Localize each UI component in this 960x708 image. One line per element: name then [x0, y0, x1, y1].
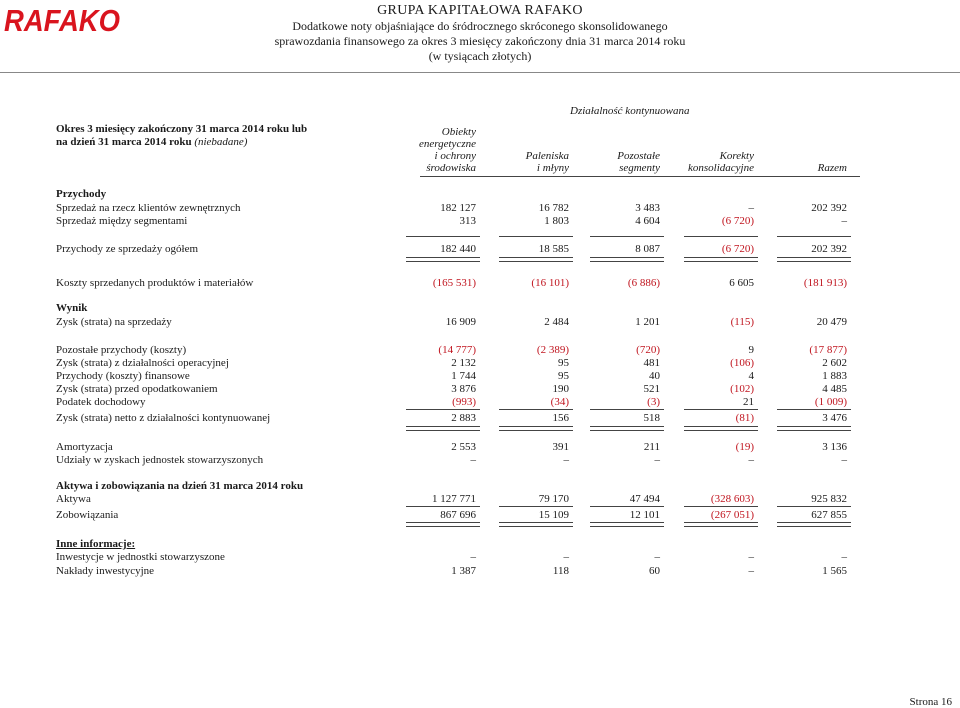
row-value: (1 009)	[814, 396, 847, 408]
column-header-line: Korekty	[719, 150, 754, 162]
row-value: –	[841, 454, 847, 466]
subtotal-rule	[406, 409, 480, 410]
row-value: –	[748, 565, 754, 577]
row-value: (14 777)	[438, 344, 476, 356]
row-label: Sprzedaż na rzecz klientów zewnętrznych	[56, 202, 241, 214]
row-label: Przychody	[56, 188, 107, 200]
header-rule	[420, 176, 860, 177]
row-value: 925 832	[811, 493, 847, 505]
row-value: 190	[552, 383, 569, 395]
row-value: 6 605	[729, 277, 754, 289]
row-value: –	[841, 551, 847, 563]
row-value: 1 387	[451, 565, 476, 577]
row-value: 12 101	[629, 509, 660, 521]
subtotal-rule	[499, 506, 573, 507]
header-divider	[0, 72, 960, 73]
row-value: 202 392	[811, 202, 847, 214]
row-value: –	[563, 454, 569, 466]
row-value: (6 720)	[721, 215, 754, 227]
subtotal-rule	[590, 506, 664, 507]
row-value: 313	[459, 215, 476, 227]
table-title-line-1: Okres 3 miesięcy zakończony 31 marca 2014 roku lub	[56, 123, 308, 135]
row-value: –	[470, 454, 476, 466]
row-value: (19)	[735, 441, 754, 453]
row-value: 182 127	[440, 202, 476, 214]
column-header-line: środowiska	[426, 162, 476, 174]
table-title-date: na dzień 31 marca 2014 roku	[56, 136, 192, 148]
row-value: (328 603)	[710, 493, 754, 505]
row-value: 18 585	[538, 243, 569, 255]
row-value: 3 476	[822, 412, 847, 424]
row-value: 1 565	[822, 565, 847, 577]
row-value: –	[841, 215, 847, 227]
row-value: –	[563, 551, 569, 563]
row-value: (3)	[647, 396, 660, 408]
subtotal-rule	[499, 409, 573, 410]
subtotal-rule	[590, 236, 664, 237]
row-value: 627 855	[811, 509, 847, 521]
row-value: (34)	[550, 396, 569, 408]
header-line-3: (w tysiącach złotych)	[428, 49, 532, 63]
row-label: Inne informacje:	[56, 538, 136, 550]
row-value: 2 484	[544, 316, 569, 328]
row-label: Sprzedaż między segmentami	[56, 215, 188, 227]
row-label: Zobowiązania	[56, 509, 119, 521]
row-label: Udziały w zyskach jednostek stowarzyszonych	[56, 454, 264, 466]
table-title-line-2	[56, 136, 247, 149]
row-label: Aktywa i zobowiązania na dzień 31 marca 2014 roku	[56, 480, 304, 492]
header-line-1: Dodatkowe noty objaśniające do śródrocznego skróconego skonsolidowanego	[292, 19, 668, 33]
row-value: 4 604	[635, 215, 660, 227]
subtotal-rule	[406, 506, 480, 507]
subtotal-rule	[684, 236, 758, 237]
row-label: Pozostałe przychody (koszty)	[56, 344, 187, 356]
row-value: (267 051)	[710, 509, 754, 521]
row-value: 3 876	[451, 383, 476, 395]
row-value: 47 494	[629, 493, 660, 505]
row-value: (993)	[452, 396, 476, 408]
row-value: 481	[643, 357, 660, 369]
row-value: (6 720)	[721, 243, 754, 255]
row-label: Amortyzacja	[56, 441, 113, 453]
column-header-line: i młyny	[536, 162, 569, 174]
subtotal-rule	[406, 236, 480, 237]
row-value: –	[470, 551, 476, 563]
rafako-logo	[2, 2, 124, 36]
row-value: 9	[748, 344, 754, 356]
row-value: 2 883	[451, 412, 476, 424]
row-label: Zysk (strata) z działalności operacyjnej	[56, 357, 229, 369]
subtotal-rule	[777, 506, 851, 507]
row-label: Podatek dochodowy	[56, 396, 146, 408]
row-value: 1 127 771	[432, 493, 476, 505]
column-header-line: Razem	[817, 162, 847, 174]
row-value: 15 109	[538, 509, 569, 521]
row-value: 3 136	[822, 441, 847, 453]
row-value: (6 886)	[627, 277, 660, 289]
row-value: –	[748, 454, 754, 466]
total-double-rule	[590, 257, 664, 262]
row-value: 521	[643, 383, 660, 395]
row-value: 156	[552, 412, 569, 424]
subtotal-rule	[777, 236, 851, 237]
column-header-line: segmenty	[619, 162, 660, 174]
total-double-rule	[684, 522, 758, 527]
row-value: 95	[558, 357, 569, 369]
row-value: 40	[649, 370, 660, 382]
row-value: 1 883	[822, 370, 847, 382]
logo-text: RAFAKO	[4, 3, 120, 36]
row-value: 518	[643, 412, 660, 424]
total-double-rule	[406, 522, 480, 527]
row-value: (16 101)	[531, 277, 569, 289]
page-number: Strona 16	[909, 696, 952, 708]
row-value: 21	[743, 396, 754, 408]
subtotal-rule	[684, 506, 758, 507]
header-line-2: sprawozdania finansowego za okres 3 miesięcy zakończony dnia 31 marca 2014 roku	[274, 34, 686, 48]
row-value: (106)	[730, 357, 754, 369]
report-header	[250, 2, 710, 64]
row-value: 211	[643, 441, 660, 453]
column-header-line: Obiekty	[441, 126, 476, 138]
row-value: 1 201	[635, 316, 660, 328]
row-value: (2 389)	[536, 344, 569, 356]
row-value: 182 440	[440, 243, 476, 255]
row-value: 2 602	[822, 357, 847, 369]
subtotal-rule	[777, 409, 851, 410]
row-label: Zysk (strata) netto z działalności kontynuowanej	[56, 412, 271, 424]
total-double-rule	[406, 426, 480, 431]
row-value: 1 744	[451, 370, 476, 382]
row-value: –	[654, 551, 660, 563]
row-value: (165 531)	[432, 277, 476, 289]
row-value: –	[654, 454, 660, 466]
row-value: (81)	[735, 412, 754, 424]
row-value: (102)	[730, 383, 754, 395]
row-label: Aktywa	[56, 493, 91, 505]
row-value: (720)	[636, 344, 660, 356]
row-value: –	[748, 551, 754, 563]
row-value: 118	[552, 565, 569, 577]
column-header-line: Pozostałe	[617, 150, 660, 162]
table-title-unaudited: (niebadane)	[194, 136, 248, 148]
column-header-line: i ochrony	[434, 150, 476, 162]
row-value: 4 485	[822, 383, 847, 395]
total-double-rule	[777, 522, 851, 527]
subtotal-rule	[590, 409, 664, 410]
row-value: 202 392	[811, 243, 847, 255]
row-value: 391	[552, 441, 569, 453]
group-header: Działalność kontynuowana	[570, 105, 690, 117]
row-label: Koszty sprzedanych produktów i materiałów	[56, 277, 254, 289]
total-double-rule	[499, 426, 573, 431]
column-header-line: konsolidacyjne	[688, 162, 754, 174]
row-value: (181 913)	[803, 277, 847, 289]
row-value: (17 877)	[809, 344, 847, 356]
row-value: 4	[748, 370, 754, 382]
total-double-rule	[406, 257, 480, 262]
row-label: Wynik	[56, 302, 88, 314]
column-header-line: energetyczne	[418, 138, 476, 150]
company-name: GRUPA KAPITAŁOWA RAFAKO	[377, 3, 583, 18]
row-value: 60	[649, 565, 660, 577]
row-value: 95	[558, 370, 569, 382]
row-label: Nakłady inwestycyjne	[56, 565, 155, 577]
total-double-rule	[499, 522, 573, 527]
row-value: (115)	[730, 316, 754, 328]
total-double-rule	[777, 426, 851, 431]
total-double-rule	[499, 257, 573, 262]
row-value: 8 087	[635, 243, 660, 255]
row-value: 2 553	[451, 441, 476, 453]
row-label: Zysk (strata) na sprzedaży	[56, 316, 172, 328]
total-double-rule	[684, 257, 758, 262]
total-double-rule	[590, 426, 664, 431]
row-value: 867 696	[440, 509, 476, 521]
subtotal-rule	[499, 236, 573, 237]
row-label: Przychody ze sprzedaży ogółem	[56, 243, 199, 255]
total-double-rule	[590, 522, 664, 527]
row-value: 20 479	[816, 316, 847, 328]
row-value: 16 909	[445, 316, 476, 328]
total-double-rule	[777, 257, 851, 262]
row-value: 3 483	[635, 202, 660, 214]
subtotal-rule	[684, 409, 758, 410]
row-value: 16 782	[538, 202, 569, 214]
row-value: 2 132	[451, 357, 476, 369]
row-value: –	[748, 202, 754, 214]
column-header-line: Paleniska	[525, 150, 569, 162]
row-value: 79 170	[538, 493, 569, 505]
total-double-rule	[684, 426, 758, 431]
row-label: Zysk (strata) przed opodatkowaniem	[56, 383, 218, 395]
row-label: Przychody (koszty) finansowe	[56, 370, 190, 382]
row-value: 1 803	[544, 215, 569, 227]
row-label: Inwestycje w jednostki stowarzyszone	[56, 551, 225, 563]
